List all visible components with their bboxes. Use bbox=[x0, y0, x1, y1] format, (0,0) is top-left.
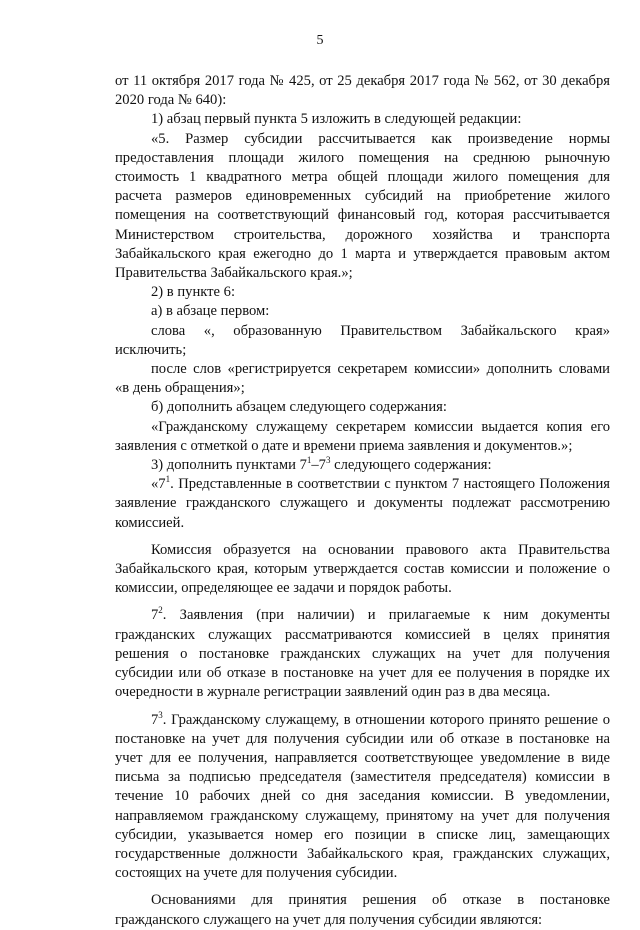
paragraph-refusal-grounds: Основаниями для принятия решения об отказе в постановке гражданского служащего на учет для получения субсидии являются: bbox=[115, 892, 610, 928]
paragraph-item-2a: а) в абзаце первом: bbox=[151, 303, 270, 320]
paragraph-7-2: $7^2$. Заявления (при наличии) и прилагаемые к ним документы гражданских служащих рассматриваются комиссией в целях принятия решения о постановке гражданских служащих на учет для получения субсидии или об отказе в постановке на учет для ее получения в порядке их очередности в журнале регистрации заявлений один раз в два месяца. bbox=[115, 605, 610, 701]
page-number: 5 bbox=[316, 33, 324, 48]
paragraph-7-1: «$7^1$. Представленные в соответствии с пунктом 7 настоящего Положения заявление гражданского служащего и документы подлежат рассмотрению комиссией. bbox=[115, 474, 610, 531]
paragraph-commission-formed: Комиссия образуется на основании правового акта Правительства Забайкальского края, которым утверждается состав комиссии и положение о комиссии, определяющее ее задачи и порядок работы. bbox=[115, 541, 610, 597]
paragraph-subsidy-size: «5. Размер субсидии рассчитывается как произведение нормы предоставления площади жилого помещения на среднюю рыночную стоимость 1 квадратного метра общей площади жилого помещения для расчета размеров единовременных субсидий на приобретение жилого помещения на соответствующий финансовый год, которая рассчитывается Министерством строительства, дорожного хозяйства и транспорта Забайкальского края ежегодно до 1 марта и утверждается правовым актом Правительства Забайкальского края.»; bbox=[115, 130, 610, 282]
paragraph-add-words: после слов «регистрируется секретарем комиссии» дополнить словами «в день обращения»; bbox=[115, 361, 610, 397]
paragraph-amendment-list: от 11 октября 2017 года № 425, от 25 декабря 2017 года № 562, от 30 декабря 2020 года № 640): bbox=[115, 73, 610, 109]
paragraph-item-2b: б) дополнить абзацем следующего содержания: bbox=[151, 399, 447, 416]
paragraph-item-1: 1) абзац первый пункта 5 изложить в следующей редакции: bbox=[151, 111, 522, 128]
document-body bbox=[115, 72, 610, 930]
paragraph-exclude-words: слова «, образованную Правительством Забайкальского края» исключить; bbox=[115, 322, 610, 358]
paragraph-copy-issued: «Гражданскому служащему секретарем комиссии выдается копия его заявления с отметкой о дате и времени приема заявления и документов.»; bbox=[115, 418, 610, 454]
paragraph-7-3: $7^3$. Гражданскому служащему, в отношении которого принято решение о постановке на учет для получения субсидии или об отказе в постановке на учет для ее получения, направляется соответствующее уведомление в виде письма за подписью председателя (заместителя председателя) комиссии в течение 10 рабочих дней со дня заседания комиссии. В уведомлении, направляемом гражданскому служащему, принятому на учет для получения субсидии, указывается номер его позиции в списке лиц, замещающих государственные должности Забайкальского края, гражданских служащих, состоящих на учете для получения субсидии. bbox=[115, 709, 610, 882]
paragraph-item-3: 3) дополнить пунктами $7^1-7^3$ следующего содержания: bbox=[151, 455, 492, 474]
paragraph-item-2: 2) в пункте 6: bbox=[151, 284, 236, 301]
